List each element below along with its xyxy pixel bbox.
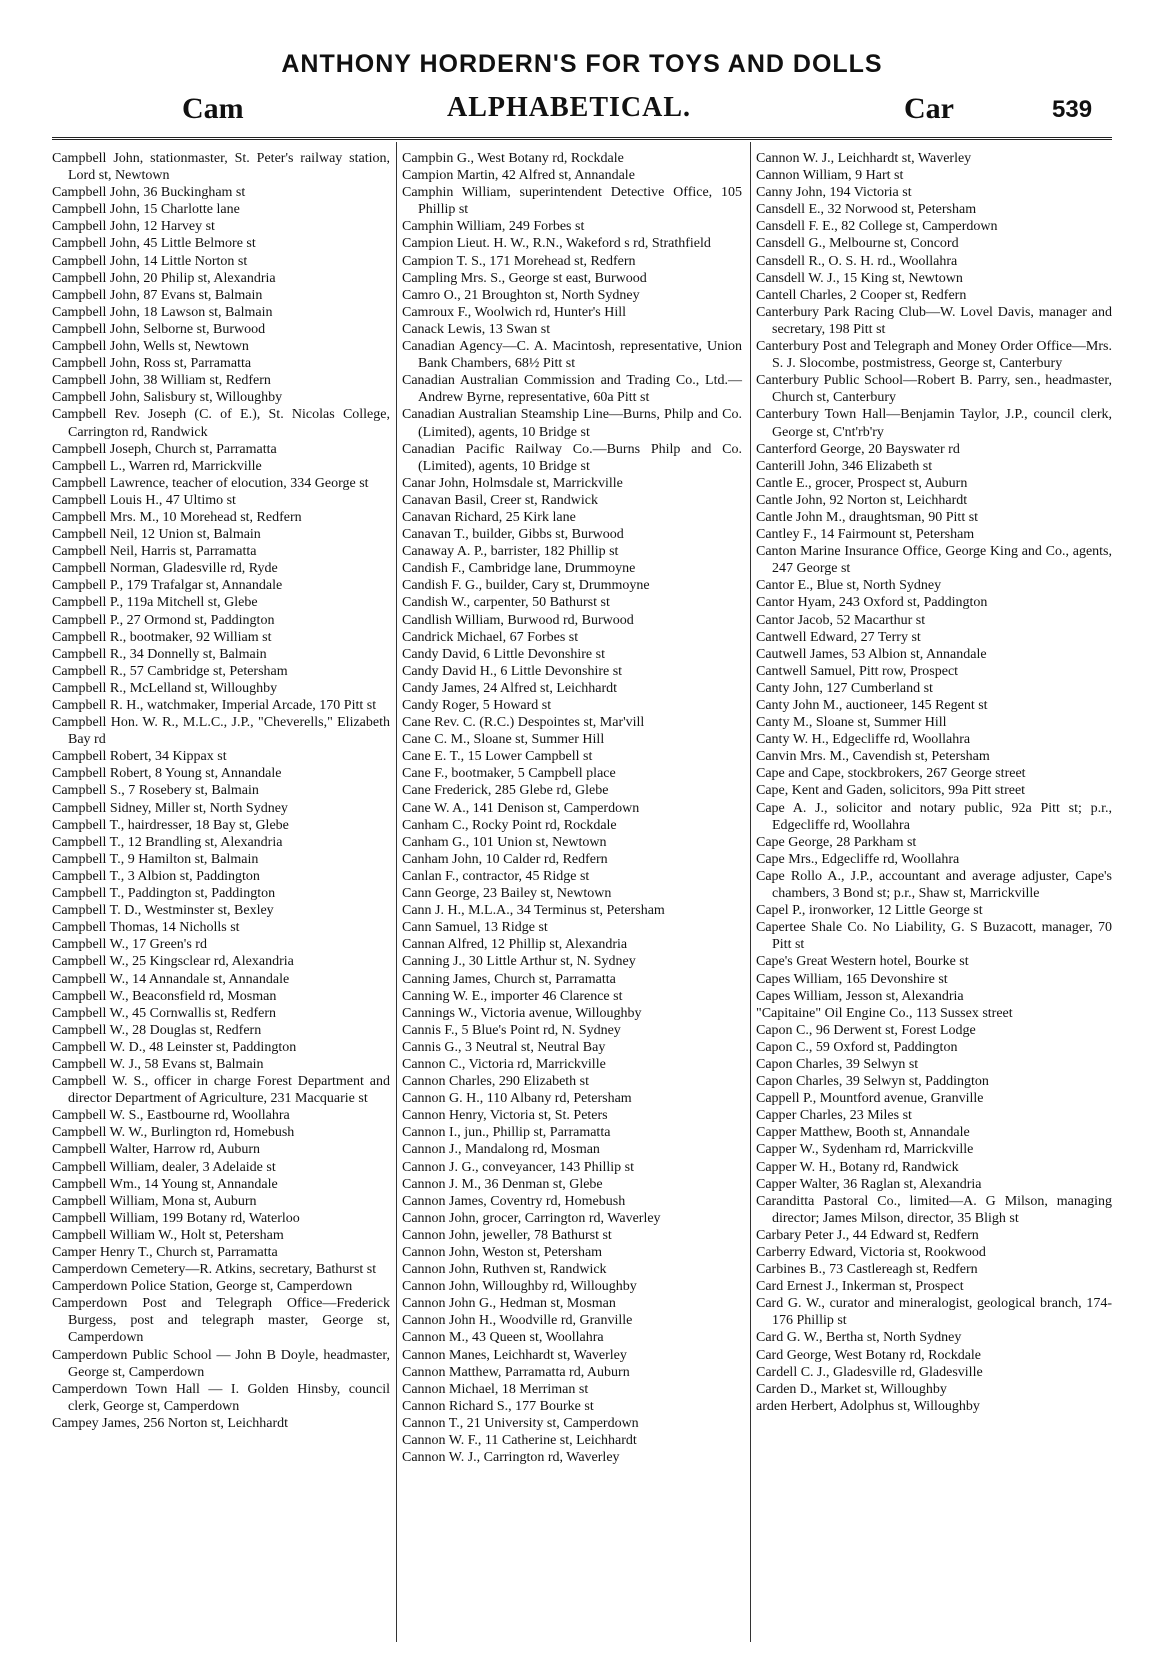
directory-entry: Campbell W., 17 Green's rd bbox=[52, 937, 207, 953]
directory-entry: Canterill John, 346 Elizabeth st bbox=[756, 458, 933, 474]
directory-entry: Carden D., Market st, Willoughby bbox=[756, 1381, 947, 1397]
directory-entry: Campbell R., McLelland st, Willoughby bbox=[52, 680, 278, 696]
directory-entry: Canvin Mrs. M., Cavendish st, Petersham bbox=[756, 749, 990, 765]
directory-entry: Cann George, 23 Bailey st, Newtown bbox=[402, 886, 612, 902]
directory-entry: Cane W. A., 141 Denison st, Camperdown bbox=[402, 800, 640, 816]
directory-entry: Campbell William W., Holt st, Petersham bbox=[52, 1227, 284, 1243]
directory-entry: Candrick Michael, 67 Forbes st bbox=[402, 629, 579, 645]
directory-entry: Campbell R., 34 Donnelly st, Balmain bbox=[52, 646, 267, 662]
directory-entry: Canning James, Church st, Parramatta bbox=[402, 971, 616, 987]
directory-column-3 bbox=[756, 150, 1112, 1415]
directory-entry: Candish F., Cambridge lane, Drummoyne bbox=[402, 561, 636, 577]
page-number: 539 bbox=[1052, 96, 1093, 123]
directory-entry: Capes William, Jesson st, Alexandria bbox=[756, 988, 964, 1004]
directory-entry: Cannon G. H., 110 Albany rd, Petersham bbox=[402, 1091, 632, 1107]
directory-entry: Cannon J. G., conveyancer, 143 Phillip st bbox=[402, 1159, 634, 1175]
running-header bbox=[52, 92, 1112, 136]
directory-entry: Campbin G., West Botany rd, Rockdale bbox=[402, 151, 624, 166]
directory-entry: Canavan Basil, Creer st, Randwick bbox=[402, 492, 598, 508]
directory-entry: Canavan T., builder, Gibbs st, Burwood bbox=[402, 527, 624, 543]
directory-entry: Campbell R., 57 Cambridge st, Petersham bbox=[52, 663, 288, 679]
directory-entry: Capper W. H., Botany rd, Randwick bbox=[756, 1159, 959, 1175]
directory-entry: Campbell John, Salisbury st, Willoughby bbox=[52, 390, 283, 406]
directory-entry: Campbell W., 45 Cornwallis st, Redfern bbox=[52, 1005, 276, 1021]
directory-entry: Card G. W., curator and mineralogist, geological branch, 174-176 Phillip st bbox=[756, 1296, 1112, 1329]
directory-entry: Camper Henry T., Church st, Parramatta bbox=[52, 1245, 278, 1260]
directory-entry: Caranditta Pastoral Co., limited—A. G Milson, managing director; James Milson, director, 35 Bligh st bbox=[756, 1193, 1112, 1226]
directory-entry: Campbell P., 179 Trafalgar st, Annandale bbox=[52, 578, 283, 594]
directory-entry: Canack Lewis, 13 Swan st bbox=[402, 321, 551, 337]
directory-entry: Campbell S., 7 Rosebery st, Balmain bbox=[52, 783, 259, 799]
directory-entry: Capel P., ironworker, 12 Little George st bbox=[756, 903, 983, 919]
directory-entry: Campbell John, Ross st, Parramatta bbox=[52, 356, 252, 372]
directory-entry: arden Herbert, Adolphus st, Willoughby bbox=[756, 1398, 980, 1414]
directory-entry: Cantle John, 92 Norton st, Leichhardt bbox=[756, 492, 968, 508]
directory-entry: Cantor Hyam, 243 Oxford st, Paddington bbox=[756, 595, 988, 611]
directory-entry: Campbell W. J., 58 Evans st, Balmain bbox=[52, 1056, 264, 1072]
directory-entry: Canaway A. P., barrister, 182 Phillip st bbox=[402, 544, 619, 560]
directory-entry: Campbell R., bootmaker, 92 William st bbox=[52, 629, 272, 645]
directory-entry: Canton Marine Insurance Office, George King and Co., agents, 247 George st bbox=[756, 544, 1112, 577]
directory-entry: Cannon John G., Hedman st, Mosman bbox=[402, 1296, 616, 1312]
directory-entry: Cann Samuel, 13 Ridge st bbox=[402, 920, 548, 936]
header-right-guide: Car bbox=[904, 92, 954, 125]
page-banner: ANTHONY HORDERN'S FOR TOYS AND DOLLS bbox=[281, 50, 883, 78]
directory-entry: Campion Martin, 42 Alfred st, Annandale bbox=[402, 168, 635, 184]
directory-entry: Cantwell Samuel, Pitt row, Prospect bbox=[756, 663, 959, 679]
directory-entry: Canham G., 101 Union st, Newtown bbox=[402, 834, 607, 850]
directory-entry: Canterbury Park Racing Club—W. Lovel Davis, manager and secretary, 198 Pitt st bbox=[756, 304, 1112, 337]
directory-entry: Cane C. M., Sloane st, Summer Hill bbox=[402, 732, 605, 748]
directory-entry: Campbell William, dealer, 3 Adelaide st bbox=[52, 1159, 276, 1175]
directory-entry: Capper W., Sydenham rd, Marrickville bbox=[756, 1142, 974, 1158]
directory-entry: Card Ernest J., Inkerman st, Prospect bbox=[756, 1279, 964, 1295]
directory-entry: Campion T. S., 171 Morehead st, Redfern bbox=[402, 253, 636, 269]
directory-entry: Camphin William, superintendent Detective Office, 105 Phillip st bbox=[402, 185, 742, 218]
directory-entry: Candy David H., 6 Little Devonshire st bbox=[402, 663, 623, 679]
directory-entry: Candish F. G., builder, Cary st, Drummoyne bbox=[402, 578, 650, 594]
directory-column-2 bbox=[402, 150, 742, 1466]
directory-entry: Canterbury Public School—Robert B. Parry, sen., headmaster, Church st, Canterbury bbox=[756, 373, 1112, 406]
directory-entry: Cannon John, Weston st, Petersham bbox=[402, 1245, 603, 1260]
directory-entry: Canterbury Town Hall—Benjamin Taylor, J.P., council clerk, George st, C'nt'rb'ry bbox=[756, 407, 1112, 440]
directory-entry: Cantwell Edward, 27 Terry st bbox=[756, 629, 921, 645]
directory-entry: Campbell John, Wells st, Newtown bbox=[52, 339, 249, 355]
directory-entry: Candy David, 6 Little Devonshire st bbox=[402, 646, 605, 662]
directory-entry: Cannon Richard S., 177 Bourke st bbox=[402, 1398, 594, 1414]
directory-entry: Candy Roger, 5 Howard st bbox=[402, 698, 552, 713]
directory-entry: Campbell W. S., Eastbourne rd, Woollahra bbox=[52, 1108, 290, 1124]
directory-entry: Campbell W. S., officer in charge Forest Department and director Department of Agriculture, 231 Macquarie st bbox=[52, 1074, 390, 1107]
header-left-guide: Cam bbox=[182, 92, 244, 125]
directory-column-1 bbox=[52, 150, 390, 1432]
directory-entry: Campion Lieut. H. W., R.N., Wakeford s rd, Strathfield bbox=[402, 236, 711, 252]
directory-entry: Campbell William, Mona st, Auburn bbox=[52, 1193, 257, 1209]
directory-entry: Cannis G., 3 Neutral st, Neutral Bay bbox=[402, 1039, 606, 1055]
directory-entry: Cannon Charles, 290 Elizabeth st bbox=[402, 1074, 590, 1090]
directory-entry: Campbell Rev. Joseph (C. of E.), St. Nicolas College, Carrington rd, Randwick bbox=[52, 407, 390, 440]
directory-entry: Cannon W. F., 11 Catherine st, Leichhardt bbox=[402, 1433, 637, 1449]
directory-entry: Cantle John M., draughtsman, 90 Pitt st bbox=[756, 509, 979, 525]
directory-entry: Capper Matthew, Booth st, Annandale bbox=[756, 1125, 970, 1141]
directory-entry: Canavan Richard, 25 Kirk lane bbox=[402, 509, 576, 525]
directory-entry: Campbell John, 12 Harvey st bbox=[52, 219, 215, 235]
directory-entry: Campbell W., 28 Douglas st, Redfern bbox=[52, 1022, 262, 1038]
directory-entry: Campbell P., 119a Mitchell st, Glebe bbox=[52, 595, 258, 611]
directory-entry: Carbines B., 73 Castlereagh st, Redfern bbox=[756, 1262, 978, 1278]
directory-entry: Cannon Manes, Leichhardt st, Waverley bbox=[402, 1347, 627, 1363]
directory-entry: Campbell John, 36 Buckingham st bbox=[52, 185, 246, 201]
directory-entry: Campbell Sidney, Miller st, North Sydney bbox=[52, 800, 288, 816]
directory-entry: Cannon J., Mandalong rd, Mosman bbox=[402, 1142, 600, 1158]
directory-entry: Cannon James, Coventry rd, Homebush bbox=[402, 1193, 626, 1209]
directory-entry: Capon Charles, 39 Selwyn st, Paddington bbox=[756, 1074, 989, 1090]
directory-entry: Campbell John, 87 Evans st, Balmain bbox=[52, 287, 263, 303]
directory-entry: Campbell John, 45 Little Belmore st bbox=[52, 236, 256, 252]
directory-entry: Cannon John, Ruthven st, Randwick bbox=[402, 1262, 607, 1278]
directory-entry: Cansdell F. E., 82 College st, Camperdown bbox=[756, 219, 998, 235]
directory-entry: Campling Mrs. S., George st east, Burwood bbox=[402, 270, 647, 286]
directory-entry: Campbell Robert, 34 Kippax st bbox=[52, 749, 227, 765]
directory-entry: Cantley F., 14 Fairmount st, Petersham bbox=[756, 527, 975, 543]
directory-entry: Canny John, 194 Victoria st bbox=[756, 185, 912, 201]
directory-entry: Cann J. H., M.L.A., 34 Terminus st, Petersham bbox=[402, 903, 665, 919]
directory-entry: Cape and Cape, stockbrokers, 267 George street bbox=[756, 766, 1026, 782]
directory-entry: Cape Rollo A., J.P., accountant and average adjuster, Cape's chambers, 3 Bond st; p.r., Shaw st, Marrickville bbox=[756, 868, 1112, 902]
directory-entry: Canty John, 127 Cumberland st bbox=[756, 680, 933, 696]
directory-entry: Campbell Neil, Harris st, Parramatta bbox=[52, 544, 257, 560]
directory-entry: Campbell T., Paddington st, Paddington bbox=[52, 886, 276, 902]
directory-entry: Capon C., 59 Oxford st, Paddington bbox=[756, 1039, 958, 1055]
directory-entry: Campbell Thomas, 14 Nicholls st bbox=[52, 920, 240, 936]
directory-entry: Campey James, 256 Norton st, Leichhardt bbox=[52, 1415, 289, 1431]
directory-entry: Cane Frederick, 285 Glebe rd, Glebe bbox=[402, 783, 609, 799]
directory-entry: Canty W. H., Edgecliffe rd, Woollahra bbox=[756, 732, 971, 748]
directory-entry: Canterbury Post and Telegraph and Money Order Office—Mrs. S. J. Slocombe, postmistress, George st, Canterbury bbox=[756, 339, 1112, 372]
directory-entry: Campbell W., 14 Annandale st, Annandale bbox=[52, 971, 290, 987]
directory-entry: Canham John, 10 Calder rd, Redfern bbox=[402, 851, 608, 867]
directory-entry: Cansdell W. J., 15 King st, Newtown bbox=[756, 270, 963, 286]
directory-entry: Campbell T., 3 Albion st, Paddington bbox=[52, 868, 260, 884]
column-divider bbox=[396, 142, 397, 1642]
directory-entry: Campbell Joseph, Church st, Parramatta bbox=[52, 441, 277, 457]
directory-entry: Campbell W., Beaconsfield rd, Mosman bbox=[52, 988, 277, 1004]
directory-entry: Campbell T., 12 Brandling st, Alexandria bbox=[52, 834, 283, 850]
directory-entry: Cansdell E., 32 Norwood st, Petersham bbox=[756, 202, 977, 218]
directory-entry: Cannon Henry, Victoria st, St. Peters bbox=[402, 1108, 608, 1124]
directory-entry: Campbell John, stationmaster, St. Peter's railway station, Lord st, Newtown bbox=[52, 151, 390, 184]
directory-entry: Capper Walter, 36 Raglan st, Alexandria bbox=[756, 1176, 982, 1192]
directory-entry: Candish W., carpenter, 50 Bathurst st bbox=[402, 595, 610, 611]
directory-entry: Campbell Hon. W. R., M.L.C., J.P., "Cheverells," Elizabeth Bay rd bbox=[52, 715, 390, 748]
directory-entry: Cape, Kent and Gaden, solicitors, 99a Pitt street bbox=[756, 783, 1026, 799]
directory-entry: Canty John M., auctioneer, 145 Regent st bbox=[756, 698, 988, 713]
directory-entry: Cannings W., Victoria avenue, Willoughby bbox=[402, 1005, 642, 1021]
directory-entry: Campbell John, 20 Philip st, Alexandria bbox=[52, 270, 276, 286]
directory-entry: Capon C., 96 Derwent st, Forest Lodge bbox=[756, 1022, 976, 1038]
directory-entry: Camperdown Police Station, George st, Camperdown bbox=[52, 1279, 353, 1295]
directory-entry: Campbell Wm., 14 Young st, Annandale bbox=[52, 1176, 278, 1192]
directory-entry: Cannon Michael, 18 Merriman st bbox=[402, 1381, 589, 1397]
directory-entry: Cannan Alfred, 12 Phillip st, Alexandria bbox=[402, 937, 628, 953]
directory-entry: Cannon J. M., 36 Denman st, Glebe bbox=[402, 1176, 603, 1192]
directory-entry: Canty M., Sloane st, Summer Hill bbox=[756, 715, 947, 731]
directory-entry: Camperdown Cemetery—R. Atkins, secretary, Bathurst st bbox=[52, 1262, 377, 1278]
directory-entry: Cappell P., Mountford avenue, Granville bbox=[756, 1091, 984, 1107]
directory-entry: Canning J., 30 Little Arthur st, N. Sydney bbox=[402, 954, 636, 970]
directory-entry: Canadian Pacific Railway Co.—Burns Philp and Co. (Limited), agents, 10 Bridge st bbox=[402, 441, 742, 474]
directory-entry: Cannon John H., Woodville rd, Granville bbox=[402, 1313, 633, 1329]
directory-entry: Campbell John, Selborne st, Burwood bbox=[52, 321, 266, 337]
directory-entry: Canning W. E., importer 46 Clarence st bbox=[402, 988, 623, 1004]
directory-entry: Campbell W. D., 48 Leinster st, Paddington bbox=[52, 1039, 297, 1055]
directory-entry: Cansdell R., O. S. H. rd., Woollahra bbox=[756, 253, 958, 269]
directory-entry: Cannon M., 43 Queen st, Woollahra bbox=[402, 1330, 604, 1346]
directory-entry: Canadian Australian Commission and Trading Co., Ltd.—Andrew Byrne, representative, 60a Pitt st bbox=[402, 373, 742, 406]
directory-entry: Cansdell G., Melbourne st, Concord bbox=[756, 236, 959, 252]
directory-entry: Campbell P., 27 Ormond st, Paddington bbox=[52, 612, 275, 628]
directory-entry: Cannon William, 9 Hart st bbox=[756, 168, 904, 184]
directory-entry: Campbell T. D., Westminster st, Bexley bbox=[52, 903, 274, 919]
header-rule bbox=[52, 137, 1112, 140]
directory-entry: Cape George, 28 Parkham st bbox=[756, 834, 917, 850]
directory-entry: Cane E. T., 15 Lower Campbell st bbox=[402, 749, 593, 765]
directory-entry: Cape A. J., solicitor and notary public, 92a Pitt st; p.r., Edgecliffe rd, Woollahra bbox=[756, 800, 1112, 833]
directory-entry: Cannon I., jun., Phillip st, Parramatta bbox=[402, 1125, 611, 1141]
directory-entry: Campbell Norman, Gladesville rd, Ryde bbox=[52, 561, 278, 577]
directory-entry: Campbell Neil, 12 Union st, Balmain bbox=[52, 527, 261, 543]
directory-entry: Card George, West Botany rd, Rockdale bbox=[756, 1347, 982, 1363]
directory-entry: Cannon John, grocer, Carrington rd, Waverley bbox=[402, 1210, 661, 1226]
directory-entry: "Capitaine" Oil Engine Co., 113 Sussex street bbox=[756, 1005, 1013, 1021]
directory-entry: Cannon John, Willoughby rd, Willoughby bbox=[402, 1279, 637, 1295]
directory-entry: Cantor E., Blue st, North Sydney bbox=[756, 578, 942, 594]
directory-entry: Card G. W., Bertha st, North Sydney bbox=[756, 1330, 962, 1346]
directory-entry: Capertee Shale Co. No Liability, G. S Buzacott, manager, 70 Pitt st bbox=[756, 920, 1112, 953]
directory-entry: Cannon W. J., Leichhardt st, Waverley bbox=[756, 151, 972, 166]
directory-entry: Candlish William, Burwood rd, Burwood bbox=[402, 612, 634, 628]
directory-entry: Campbell R. H., watchmaker, Imperial Arcade, 170 Pitt st bbox=[52, 698, 377, 713]
directory-entry: Cantle E., grocer, Prospect st, Auburn bbox=[756, 475, 968, 491]
directory-entry: Cannon T., 21 University st, Camperdown bbox=[402, 1415, 639, 1431]
directory-entry: Campbell John, 38 William st, Redfern bbox=[52, 373, 271, 389]
directory-entry: Canadian Australian Steamship Line—Burns, Philp and Co. (Limited), agents, 10 Bridge st bbox=[402, 407, 742, 440]
directory-entry: Campbell William, 199 Botany rd, Waterloo bbox=[52, 1210, 300, 1226]
directory-entry: Cannon John, jeweller, 78 Bathurst st bbox=[402, 1227, 612, 1243]
directory-entry: Campbell L., Warren rd, Marrickville bbox=[52, 458, 262, 474]
directory-entry: Campbell Mrs. M., 10 Morehead st, Redfern bbox=[52, 509, 302, 525]
directory-entry: Carberry Edward, Victoria st, Rookwood bbox=[756, 1245, 986, 1260]
directory-entry: Cannis F., 5 Blue's Point rd, N. Sydney bbox=[402, 1022, 621, 1038]
directory-entry: Campbell John, 18 Lawson st, Balmain bbox=[52, 304, 273, 320]
directory-entry: Campbell John, 15 Charlotte lane bbox=[52, 202, 240, 218]
directory-entry: Camro O., 21 Broughton st, North Sydney bbox=[402, 287, 640, 303]
directory-entry: Capper Charles, 23 Miles st bbox=[756, 1108, 912, 1124]
directory-entry: Camperdown Town Hall — I. Golden Hinsby, council clerk, George st, Camperdown bbox=[52, 1381, 390, 1414]
directory-entry: Canham C., Rocky Point rd, Rockdale bbox=[402, 817, 617, 833]
directory-entry: Campbell Lawrence, teacher of elocution, 334 George st bbox=[52, 475, 369, 491]
directory-entry: Cannon C., Victoria rd, Marrickville bbox=[402, 1056, 606, 1072]
directory-entry: Campbell Louis H., 47 Ultimo st bbox=[52, 492, 236, 508]
directory-entry: Carbary Peter J., 44 Edward st, Redfern bbox=[756, 1227, 979, 1243]
directory-entry: Cane F., bootmaker, 5 Campbell place bbox=[402, 766, 616, 782]
directory-entry: Canadian Agency—C. A. Macintosh, representative, Union Bank Chambers, 68½ Pitt st bbox=[402, 339, 742, 372]
directory-entry: Canar John, Holmsdale st, Marrickville bbox=[402, 475, 623, 491]
directory-entry: Camperdown Post and Telegraph Office—Frederick Burgess, post and telegraph master, George st, Camperdown bbox=[52, 1296, 390, 1346]
directory-entry: Cardell C. J., Gladesville rd, Gladesville bbox=[756, 1364, 983, 1380]
directory-entry: Cantell Charles, 2 Cooper st, Redfern bbox=[756, 287, 967, 303]
directory-entry: Campbell T., hairdresser, 18 Bay st, Glebe bbox=[52, 817, 289, 833]
directory-entry: Cantor Jacob, 52 Macarthur st bbox=[756, 612, 926, 628]
directory-entry: Cape's Great Western hotel, Bourke st bbox=[756, 954, 969, 970]
directory-entry: Canterford George, 20 Bayswater rd bbox=[756, 441, 960, 457]
header-section-title: ALPHABETICAL. bbox=[447, 92, 692, 123]
directory-entry: Cautwell James, 53 Albion st, Annandale bbox=[756, 646, 987, 662]
directory-entry: Camphin William, 249 Forbes st bbox=[402, 219, 585, 235]
directory-entry: Campbell W., 25 Kingsclear rd, Alexandria bbox=[52, 954, 294, 970]
directory-entry: Cannon Matthew, Parramatta rd, Auburn bbox=[402, 1364, 630, 1380]
directory-entry: Camperdown Public School — John B Doyle, headmaster, George st, Camperdown bbox=[52, 1347, 390, 1380]
directory-entry: Campbell T., 9 Hamilton st, Balmain bbox=[52, 851, 259, 867]
directory-entry: Capon Charles, 39 Selwyn st bbox=[756, 1056, 919, 1072]
directory-entry: Camroux F., Woolwich rd, Hunter's Hill bbox=[402, 304, 626, 320]
directory-entry: Cape Mrs., Edgecliffe rd, Woollahra bbox=[756, 851, 960, 867]
directory-entry: Campbell Robert, 8 Young st, Annandale bbox=[52, 766, 282, 782]
directory-entry: Candy James, 24 Alfred st, Leichhardt bbox=[402, 680, 618, 696]
directory-entry: Campbell W. W., Burlington rd, Homebush bbox=[52, 1125, 295, 1141]
directory-entry: Cannon W. J., Carrington rd, Waverley bbox=[402, 1450, 620, 1466]
column-divider bbox=[750, 142, 751, 1642]
directory-entry: Campbell John, 14 Little Norton st bbox=[52, 253, 248, 269]
directory-entry: Canlan F., contractor, 45 Ridge st bbox=[402, 868, 590, 884]
directory-entry: Capes William, 165 Devonshire st bbox=[756, 971, 948, 987]
directory-entry: Cane Rev. C. (R.C.) Despointes st, Mar'vill bbox=[402, 715, 645, 731]
directory-entry: Campbell Walter, Harrow rd, Auburn bbox=[52, 1142, 261, 1158]
